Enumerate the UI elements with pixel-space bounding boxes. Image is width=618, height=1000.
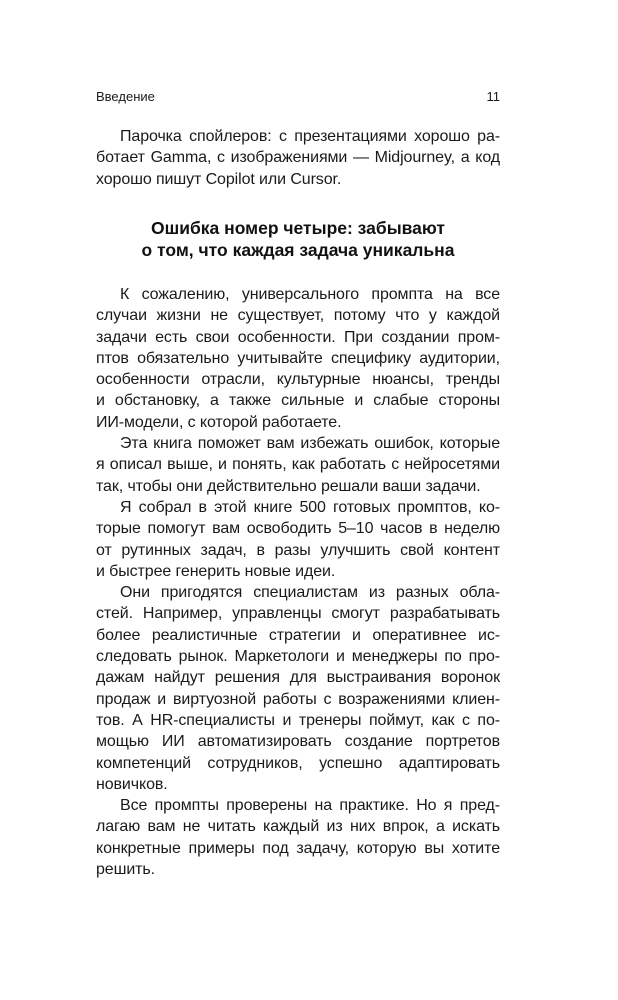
body-text [96,284,500,880]
text-line: конкретные примеры под задачу, которую вы хотите [96,839,500,857]
text-line: птов обязательно учитывайте специфику аудитории, [96,349,500,367]
section-heading [96,217,500,261]
heading-line: Ошибка номер четыре: забывают [151,218,445,238]
paragraph [96,795,500,880]
text-line: случаи жизни не существует, потому что у каждой [96,307,500,325]
text-line: хорошо пишут Copilot или Cursor. [96,170,342,188]
text-line: Все промпты проверены на практике. Но я пред- [120,797,500,815]
page-number: 11 [486,89,500,104]
text-line: стей. Например, управленцы смогут разрабатывать [96,605,500,623]
text-line: более реалистичные стратегии и оперативнее ис- [96,626,500,644]
paragraph [96,284,500,433]
text-line: от рутинных задач, в разы улучшить свой контент [96,541,500,559]
text-line: ИИ-модели, с которой работаете. [96,413,342,431]
text-line: торые помогут вам освободить 5–10 часов в неделю [96,520,500,538]
heading-line: о том, что каждая задача уникальна [141,240,455,260]
paragraph [96,582,500,795]
text-line: К сожалению, универсального промпта на все [120,286,500,303]
text-line: Они пригодятся специалистам из разных обла- [120,584,500,602]
text-line: продаж и виртуозной работы с возражениями клиен- [96,690,500,708]
text-line: дажам найдут решения для выстраивания воронок [96,669,500,687]
text-line: я описал выше, и понять, как работать с нейросетями [96,456,500,474]
text-line: особенности отрасли, культурные нюансы, тренды [96,371,500,389]
text-line: Я собрал в этой книге 500 готовых промптов, ко- [120,498,500,516]
text-line: решить. [96,861,155,879]
text-line: новичков. [96,775,168,793]
text-line: и обстановку, а также сильные и слабые стороны [96,392,500,410]
paragraph [96,497,500,582]
paragraph [96,433,500,497]
intro-paragraph [96,126,500,190]
text-line: компетенций сотрудников, успешно адаптировать [96,754,500,772]
running-head [96,88,500,106]
text-line: Парочка спойлеров: с презентациями хорошо ра- [120,128,500,145]
text-line: тов. А HR-специалисты и тренеры поймут, как с по- [96,711,500,729]
text-line: лагаю вам не читать каждый из них впрок, а искать [96,818,500,836]
text-line: и быстрее генерить новые идеи. [96,562,336,580]
text-line: мощью ИИ автоматизировать создание портретов [96,733,500,751]
section-title: Введение [96,89,155,104]
text-line: ботает Gamma, с изображениями — Midjourney, а код [96,149,500,167]
text-line: следовать рынок. Маркетологи и менеджеры по про- [96,648,500,666]
text-line: задачи есть свои особенности. При создании пром- [96,328,500,346]
text-line: так, чтобы они действительно решали ваши задачи. [96,477,481,495]
text-line: Эта книга поможет вам избежать ошибок, которые [120,435,500,453]
